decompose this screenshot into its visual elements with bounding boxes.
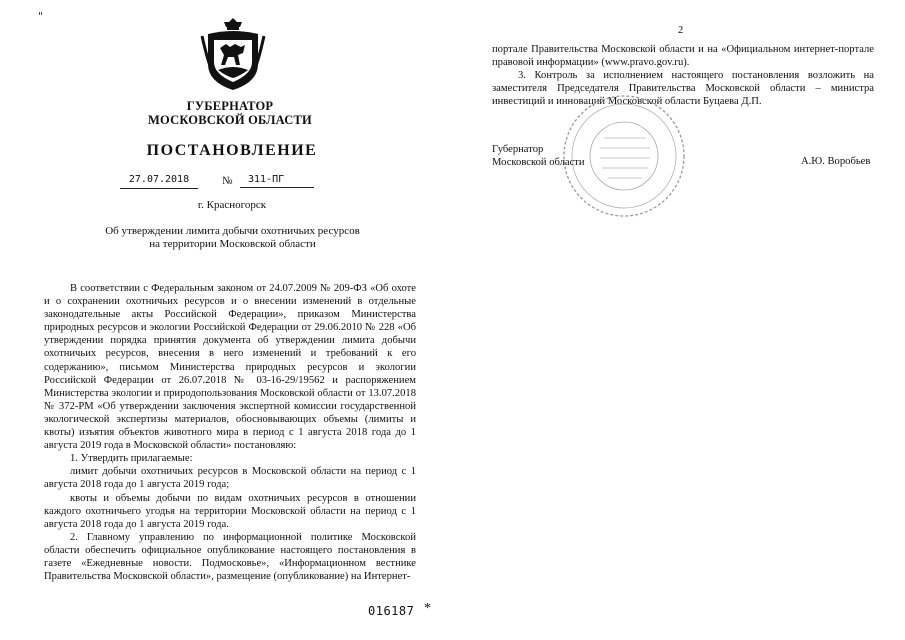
city-line: г. Красногорск [197, 199, 267, 211]
item-1a: лимит добычи охотничьих ресурсов в Московской области на период с 1 августа 2018 года до 1 августа 2019 года; [44, 466, 416, 491]
number-sign: № [222, 175, 233, 187]
decree-number: 311-ПГ [240, 174, 314, 188]
decree-body [44, 282, 416, 583]
coat-of-arms-emblem [200, 14, 266, 94]
continuation-paragraph: портале Правительства Московской области и на «Официальном интернет-портале правовой информации» (www.pravo.gov.ru). [492, 44, 874, 69]
signatory-title [492, 143, 585, 169]
subject-line2: на территории Московской области [149, 238, 316, 250]
subject-line1: Об утверждении лимита добычи охотничьих ресурсов [105, 225, 360, 237]
footer-star: * [424, 601, 431, 616]
authority-line1: ГУБЕРНАТОР [186, 99, 274, 113]
item-2: 2. Главному управлению по информационной политике Московской области обеспечить официальное опубликование настоящего постановления в газете «Ежедневные новости. Подмосковье», «Информационном вестнике Правительства Московской области», размещение (опубликование) на Интернет- [44, 531, 416, 583]
preamble-paragraph: В соответствии с Федеральным законом от 24.07.2009 № 209-ФЗ «Об охоте и о сохранении охотничьих ресурсов и о внесении изменений в отдельные законодательные акты Российской Федерации», приказом Министерства природных ресурсов и экологии Российской Федерации от 29.06.2010 № 228 «Об утверждении порядка принятия документа об утверждении лимита добычи охотничьих ресурсов, внесения в него изменений и требований к его содержанию», письмом Министерства природных ресурсов и экологии Российской Федерации от 26.07.2018 № 03-16-29/19562 и распоряжением Министерства экологии и природопользования Московской области от 13.07.2018 № 372-РМ «Об утверждении заключения экспертной комиссии государственной экологической экспертизы материалов, обосновывающих объемы (лимиты и квоты) изъятия объектов животного мира в период с 1 августа 2018 года до 1 августа 2019 года в Московской области» постановляю: [44, 283, 416, 452]
signatory-name: А.Ю. Воробьев [801, 156, 871, 167]
item-3: 3. Контроль за исполнением настоящего постановления возложить на заместителя Председателя Правительства Московской области – министра инвестиций и инноваций Московской области Буцаева Д.П. [492, 70, 874, 108]
item-1: 1. Утвердить прилагаемые: [70, 453, 193, 465]
authority-heading [140, 99, 320, 127]
signatory-title-line1: Губернатор [492, 144, 544, 155]
corner-mark: " [38, 10, 44, 23]
authority-line2: МОСКОВСКОЙ ОБЛАСТИ [148, 113, 312, 127]
decree-date: 27.07.2018 [120, 174, 198, 189]
item-1b: квоты и объемы добычи по видам охотничьих ресурсов в отношении каждого охотничьего угодья на территории Московской области на период с 1 августа 2018 года до 1 августа 2019 года. [44, 492, 416, 530]
page-number: 2 [678, 25, 684, 36]
subject-title [95, 225, 370, 251]
signatory-title-line2: Московской области [492, 157, 585, 169]
footer-code: 016187 [368, 604, 415, 618]
document-type-title: ПОСТАНОВЛЕНИЕ [146, 142, 318, 159]
